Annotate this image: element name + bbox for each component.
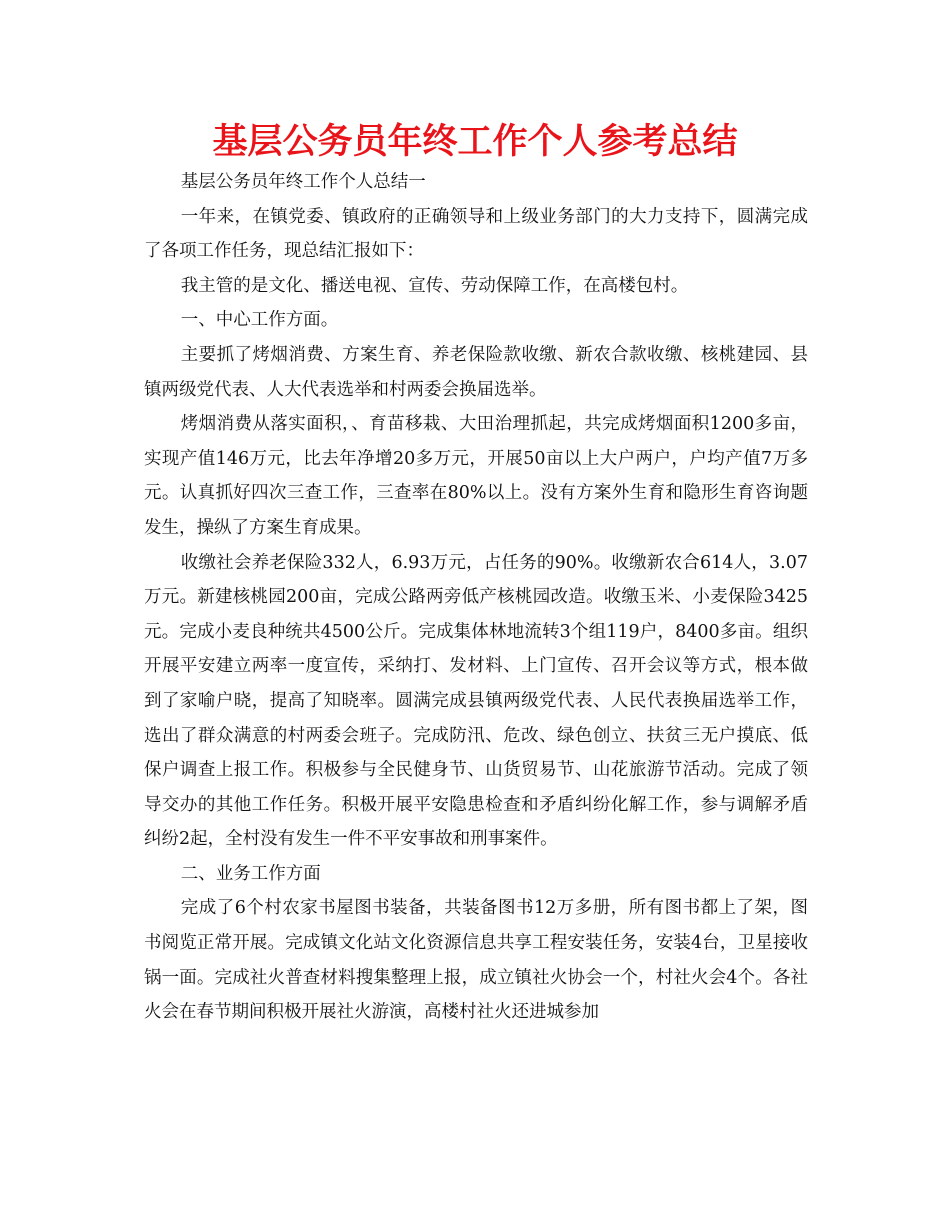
paragraph: 烤烟消费从落实面积，、育苗移栽、大田治理抓起，共完成烤烟面积1200多亩，实现产值146万元，比去年净增20多万元，开展50亩以上大户两户，户均产值7万多元。认真抓好四次三查工作，三查率在80%以上。没有方案外生育和隐形生育咨询题发生，操纵了方案生育成果。 (144, 414, 808, 538)
paragraph: 完成了6个村农家书屋图书装备，共装备图书12万多册，所有图书都上了架，图书阅览正常开展。完成镇文化站文化资源信息共享工程安装任务，安装4台，卫星接收锅一面。完成社火普查材料搜集整理上报，成立镇社火协会一个，村社火会4个。各社火会在春节期间积极开展社火游演，高楼村社火还进城参加 (144, 898, 808, 1023)
paragraph: 主要抓了烤烟消费、方案生育、养老保险款收缴、新农合款收缴、核桃建园、县镇两级党代表、人大代表选举和村两委会换届选举。 (144, 344, 808, 400)
document-body (144, 165, 808, 1030)
section-heading: 一、中心工作方面。 (180, 310, 339, 331)
document-title: 基层公务员年终工作个人参考总结 (212, 122, 738, 162)
section-heading: 二、业务工作方面 (180, 863, 321, 884)
paragraph: 收缴社会养老保险332人，6.93万元，占任务的90%。收缴新农合614人，3.07万元。新建核桃园200亩，完成公路两旁低产核桃园改造。收缴玉米、小麦保险3425元。完成小麦良种统共4500公斤。完成集体林地流转3个组119户，8400多亩。组织开展平安建立两率一度宣传，采纳打、发材料、上门宣传、召开会议等方式，根本做到了家喻户晓，提高了知晓率。圆满完成县镇两级党代表、人民代表换届选举工作，选出了群众满意的村两委会班子。完成防汛、危改、绿色创立、扶贫三无户摸底、低保户调查上报工作。积极参与全民健身节、山货贸易节、山花旅游节活动。完成了领导交办的其他工作任务。积极开展平安隐患检查和矛盾纠纷化解工作，参与调解矛盾纠纷2起，全村没有发生一件不平安事故和刑事案件。 (144, 552, 808, 850)
paragraph: 一年来，在镇党委、镇政府的正确领导和上级业务部门的大力支持下，圆满完成了各项工作任务，现总结汇报如下： (144, 206, 808, 262)
section-heading: 基层公务员年终工作个人总结一 (180, 172, 426, 192)
paragraph: 我主管的是文化、播送电视、宣传、劳动保障工作，在高楼包村。 (180, 275, 689, 296)
